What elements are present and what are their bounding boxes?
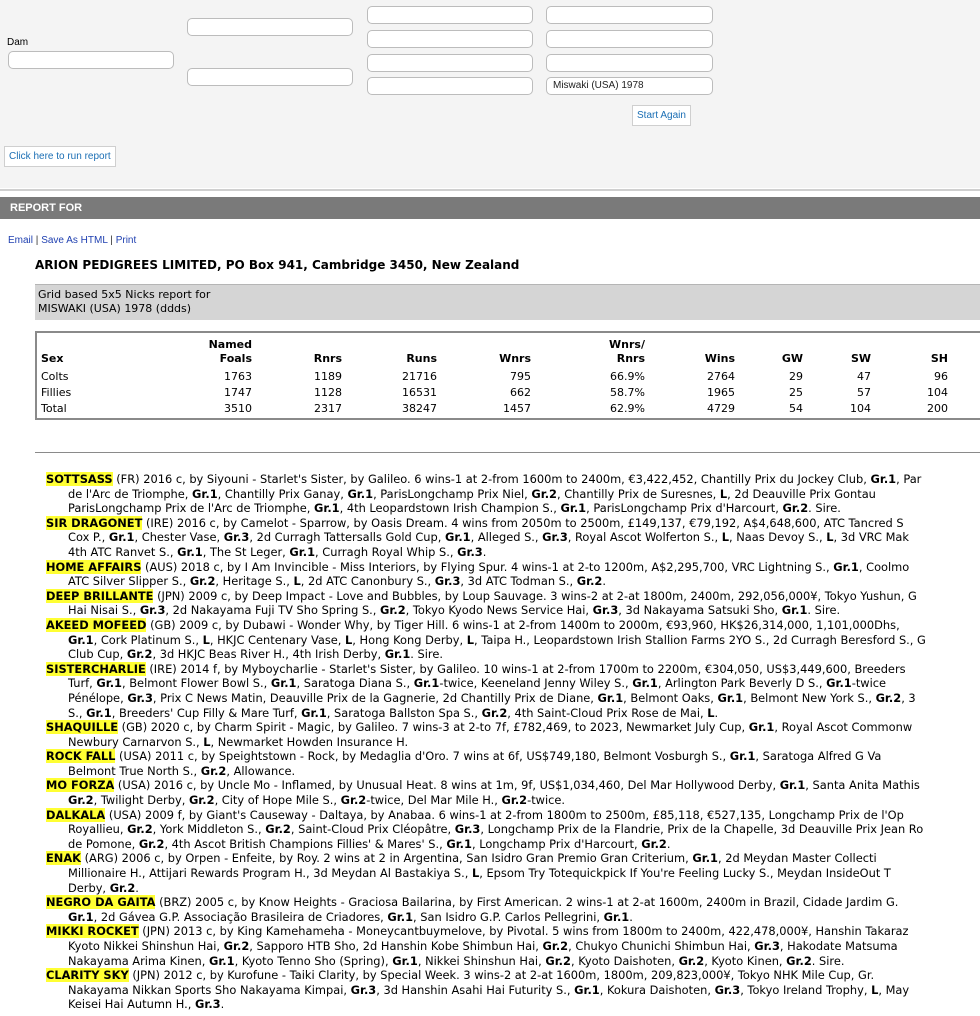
horse-name[interactable]: ROCK FALL <box>46 749 116 764</box>
stats-cell: 96 <box>934 370 948 383</box>
horse-name[interactable]: SHAQUILLE <box>46 720 119 735</box>
stats-header-9 <box>931 338 948 366</box>
start-again-button[interactable]: Start Again <box>632 105 691 126</box>
progeny-entry-continued <box>46 910 980 925</box>
action-separator: | <box>110 235 113 246</box>
stats-table <box>35 331 980 420</box>
stats-header-1 <box>209 338 252 366</box>
progeny-entry-continued <box>46 603 980 618</box>
stats-header-7 <box>782 338 803 366</box>
horse-record-text: de Pomone, Gr.2, 4th Ascot British Champions Fillies' & Mares' S., Gr.1, Longchamp Prix d'Harcourt, Gr.2. <box>68 836 671 851</box>
horse-record-text: (IRE) 2016 c, by Camelot - Sparrow, by Oasis Dream. 4 wins from 2050m to 2500m, £149,137, €79,192, A$4,648,600, ATC Tancred S <box>145 515 904 530</box>
horse-name[interactable]: AKEED MOFEED <box>46 617 147 632</box>
stats-cell: Colts <box>41 370 69 383</box>
horse-record-text: (USA) 2011 c, by Speightstown - Rock, by Medaglia d'Oro. 7 wins at 6f, US$749,180, Belmont Vosburgh S., Gr.1, Saratoga Alfred G Va <box>119 749 882 764</box>
horse-record-text: Cox P., Gr.1, Chester Vase, Gr.3, 2d Curragh Tattersalls Gold Cup, Gr.1, Alleged S., Gr.3, Royal Ascot Wolferton S., L, Naas Devoy S., L, 3d VRC Mak <box>68 530 909 545</box>
stats-cell: 21716 <box>402 370 437 383</box>
stats-header-5 <box>609 338 645 366</box>
report-subtitle-line2: MISWAKI (USA) 1978 (ddds) <box>38 302 192 315</box>
pedigree-field-2[interactable] <box>187 68 353 86</box>
horse-record-text: (GB) 2020 c, by Charm Spirit - Magic, by Galileo. 7 wins-3 at 2-to 7f, £782,469, to 2023, Newmarket July Cup, Gr.1, Royal Ascot Commonw <box>121 720 913 735</box>
email-link[interactable]: Email <box>8 235 34 246</box>
progeny-entry-continued <box>46 633 980 648</box>
stats-header-line1 <box>314 338 342 352</box>
horse-record-text: (JPN) 2009 c, by Deep Impact - Love and Bubbles, by Loup Sauvage. 3 wins-2 at 2-at 1800m, 2400m, 292,056,000¥, Tokyo Yushun, G <box>157 588 917 603</box>
horse-record-text: Club Cup, Gr.2, 3d HKJC Beas River H., 4th Irish Derby, Gr.1. Sire. <box>68 647 443 662</box>
stats-header-line1 <box>851 338 871 352</box>
pedigree-field-1[interactable] <box>187 18 353 36</box>
pedigree-field-8[interactable] <box>546 30 713 48</box>
report-subtitle-box <box>35 284 980 320</box>
progeny-entry <box>46 778 980 793</box>
horse-record-text: Newbury Carnarvon S., L, Newmarket Howden Insurance H. <box>68 734 409 749</box>
stats-header-line1 <box>41 338 63 352</box>
progeny-entry-continued <box>46 997 980 1012</box>
progeny-entry-continued <box>46 574 980 589</box>
stats-header-3 <box>406 338 437 366</box>
progeny-entry-continued <box>46 793 980 808</box>
progeny-entry-continued <box>46 691 980 706</box>
horse-name[interactable]: NEGRO DA GAITA <box>46 895 156 910</box>
horse-record-text: de l'Arc de Triomphe, Gr.1, Chantilly Prix Ganay, Gr.1, ParisLongchamp Prix Niel, Gr.2, Chantilly Prix de Suresnes, L, 2d Deauville Prix Gontau <box>68 486 876 501</box>
horse-name[interactable]: MIKKI ROCKET <box>46 924 139 939</box>
progeny-entry-continued <box>46 735 980 750</box>
stats-cell: 57 <box>857 386 871 399</box>
stats-header-0 <box>41 338 63 366</box>
pedigree-field-9[interactable] <box>546 54 713 72</box>
horse-record-text: Belmont True North S., Gr.2, Allowance. <box>68 763 296 778</box>
horse-record-text: (BRZ) 2005 c, by Know Heights - Graciosa Bailarina, by First American. 2 wins-1 at 2-at 1600m, 2400m in Brazil, Cidade Jardim G. <box>159 895 899 910</box>
horse-record-text: (USA) 2009 f, by Giant's Causeway - Daltaya, by Anabaa. 6 wins-1 at 2-from 1800m to 2500m, £85,118, €527,135, Longchamp Prix de l'Op <box>108 807 904 822</box>
progeny-entry <box>46 924 980 939</box>
stats-header-line2: SH <box>930 352 948 365</box>
progeny-entry-continued <box>46 822 980 837</box>
stats-header-line1: Wnrs/ <box>609 338 645 351</box>
horse-record-text: Gr.1, Cork Platinum S., L, HKJC Centenary Vase, L, Hong Kong Derby, L, Taipa H., Leopardstown Irish Stallion Farms 2YO S., 2d Curragh Beresford S., G <box>68 632 926 647</box>
stats-cell: 1457 <box>503 402 531 415</box>
horse-record-text: (GB) 2009 c, by Dubawi - Wonder Why, by Tiger Hill. 6 wins-1 at 2-from 1400m to 2000m, €93,960, HK$26,314,000, 1,101,000Dhs, <box>150 617 900 632</box>
horse-record-text: 4th ATC Ranvet S., Gr.1, The St Leger, Gr.1, Curragh Royal Whip S., Gr.3. <box>68 544 487 559</box>
stats-cell: Fillies <box>41 386 72 399</box>
horse-record-text: S., Gr.1, Breeders' Cup Filly & Mare Turf, Gr.1, Saratoga Ballston Spa S., Gr.2, 4th Saint-Cloud Prix Rose de Mai, L. <box>68 705 719 720</box>
report-actions <box>8 235 136 246</box>
stats-cell: 2317 <box>314 402 342 415</box>
progeny-entry-continued <box>46 676 980 691</box>
pedigree-field-10[interactable]: Miswaki (USA) 1978 <box>546 77 713 95</box>
pedigree-field-3[interactable] <box>367 6 533 24</box>
save-html-link[interactable]: Save As HTML <box>41 235 108 246</box>
progeny-entry <box>46 895 980 910</box>
stats-header-line1 <box>705 338 735 352</box>
stats-header-line1 <box>931 338 948 352</box>
progeny-entry-continued <box>46 487 980 502</box>
stats-cell: 4729 <box>707 402 735 415</box>
horse-name[interactable]: MO FORZA <box>46 778 115 793</box>
stats-cell: 16531 <box>402 386 437 399</box>
horse-record-text: Derby, Gr.2. <box>68 880 139 895</box>
horse-name[interactable]: SIR DRAGONET <box>46 515 143 530</box>
progeny-entry-continued <box>46 501 980 516</box>
progeny-entry <box>46 968 980 983</box>
progeny-entry <box>46 516 980 531</box>
run-report-button[interactable]: Click here to run report <box>4 146 116 167</box>
progeny-entry <box>46 851 980 866</box>
stats-cell: 62.9% <box>610 402 645 415</box>
stats-cell: Total <box>41 402 67 415</box>
stats-header-line2: SW <box>850 352 871 365</box>
separator <box>0 189 980 191</box>
progeny-entry <box>46 618 980 633</box>
progeny-list <box>46 472 980 1012</box>
report-subtitle-line1: Grid based 5x5 Nicks report for <box>38 288 211 301</box>
progeny-entry-continued <box>46 983 980 998</box>
separator <box>35 452 980 453</box>
stats-cell: 200 <box>927 402 948 415</box>
progeny-entry <box>46 472 980 487</box>
stats-cell: 662 <box>510 386 531 399</box>
horse-record-text: Gr.2, Twilight Derby, Gr.2, City of Hope Mile S., Gr.2-twice, Del Mar Mile H., Gr.2-twice. <box>68 793 566 808</box>
stats-header-line2: GW <box>781 352 803 365</box>
progeny-entry-continued <box>46 954 980 969</box>
horse-record-text: Hai Nisai S., Gr.3, 2d Nakayama Fuji TV Sho Spring S., Gr.2, Tokyo Kyodo News Service Hai, Gr.3, 3d Nakayama Satsuki Sho, Gr.1. Sire. <box>68 603 841 618</box>
horse-record-text: (ARG) 2006 c, by Orpen - Enfeite, by Roy. 2 wins at 2 in Argentina, San Isidro Gran Premio Gran Criterium, Gr.1, 2d Meydan Master Collecti <box>84 851 877 866</box>
stats-cell: 795 <box>510 370 531 383</box>
horse-name[interactable]: DEEP BRILLANTE <box>46 588 154 603</box>
horse-record-text: Nakayama Nikkan Sports Sho Nakayama Kimpai, Gr.3, 3d Hanshin Asahi Hai Futurity S., Gr.1, Kokura Daishoten, Gr.3, Tokyo Ireland Trophy, L, May <box>68 982 910 997</box>
horse-record-text: Gr.1, 2d Gávea G.P. Associação Brasileira de Criadores, Gr.1, San Isidro G.P. Carlos Pellegrini, Gr.1. <box>68 909 633 924</box>
pedigree-field-7[interactable] <box>546 6 713 24</box>
company-address: ARION PEDIGREES LIMITED, PO Box 941, Cambridge 3450, New Zealand <box>35 258 520 272</box>
stats-header-line2: Sex <box>41 352 64 365</box>
horse-name[interactable]: SOTTSASS <box>46 472 113 486</box>
stats-cell: 38247 <box>402 402 437 415</box>
pedigree-field-4[interactable] <box>367 30 533 48</box>
stats-cell: 1128 <box>314 386 342 399</box>
stats-cell: 1763 <box>224 370 252 383</box>
horse-record-text: Millionaire H., Attijari Rewards Program H., 3d Meydan Al Bastakiya S., L, Epsom Try Totequickpick If You're Feeling Lucky S., Meydan InsideOut T <box>68 866 891 881</box>
stats-cell: 3510 <box>224 402 252 415</box>
stats-cell: 25 <box>789 386 803 399</box>
horse-record-text: Nakayama Arima Kinen, Gr.1, Kyoto Tenno Sho (Spring), Gr.1, Nikkei Shinshun Hai, Gr.2, Kyoto Daishoten, Gr.2, Kyoto Kinen, Gr.2. Sire. <box>68 953 845 968</box>
progeny-entry <box>46 560 980 575</box>
stats-header-6 <box>705 338 735 366</box>
horse-record-text: Pénélope, Gr.3, Prix C News Matin, Deauville Prix de la Gagnerie, 2d Chantilly Prix de Diane, Gr.1, Belmont Oaks, Gr.1, Belmont New York S., Gr.2, 3 <box>68 690 916 705</box>
horse-record-text: (IRE) 2014 f, by Myboycharlie - Starlet's Sister, by Galileo. 10 wins-1 at 2-from 1700m to 2200m, €304,050, US$3,449,600, Breeders <box>149 661 906 676</box>
horse-name[interactable]: DALKALA <box>46 807 106 822</box>
progeny-entry-continued <box>46 530 980 545</box>
horse-record-text: (JPN) 2012 c, by Kurofune - Taiki Clarity, by Special Week. 3 wins-2 at 2-at 1600m, 1800m, 209,823,000¥, Tokyo NHK Mile Cup, Gr. <box>132 968 875 983</box>
action-separator: | <box>35 235 39 246</box>
stats-cell: 47 <box>857 370 871 383</box>
progeny-entry-continued <box>46 706 980 721</box>
stats-cell: 54 <box>789 402 803 415</box>
stats-cell: 66.9% <box>610 370 645 383</box>
report-header-bar: REPORT FOR <box>0 197 980 219</box>
stats-header-line1 <box>782 338 803 352</box>
horse-record-text: (JPN) 2013 c, by King Kamehameha - Moneycantbuymelove, by Pivotal. 5 wins from 1800m to 2400m, 422,478,000¥, Hanshin Takaraz <box>142 924 909 939</box>
horse-name[interactable]: SISTERCHARLIE <box>46 661 146 676</box>
dam-label: Dam <box>7 37 29 48</box>
progeny-entry <box>46 720 980 735</box>
progeny-entry <box>46 749 980 764</box>
stats-header-line2: Wins <box>704 352 735 365</box>
progeny-entry <box>46 589 980 604</box>
progeny-entry <box>46 662 980 677</box>
stats-header-line2: Rnrs <box>616 352 645 365</box>
progeny-entry-continued <box>46 837 980 852</box>
search-form-panel <box>0 0 980 188</box>
dam-input[interactable] <box>8 51 174 69</box>
stats-header-line2: Runs <box>406 352 437 365</box>
print-link[interactable]: Print <box>115 235 137 246</box>
stats-header-line1 <box>499 338 531 352</box>
horse-name[interactable]: HOME AFFAIRS <box>46 559 142 574</box>
stats-cell: 2764 <box>707 370 735 383</box>
horse-name[interactable]: CLARITY SKY <box>46 968 129 983</box>
horse-record-text: (AUS) 2018 c, by I Am Invincible - Miss Interiors, by Flying Spur. 4 wins-1 at 2-to 1200m, A$2,295,700, VRC Lightning S., Gr.1, Coolmo <box>145 559 910 574</box>
stats-cell: 29 <box>789 370 803 383</box>
horse-record-text: (FR) 2016 c, by Siyouni - Starlet's Sister, by Galileo. 6 wins-1 at 2-from 1600m to 2400m, €3,422,452, Chantilly Prix du Jockey Club, Gr.1, Par <box>116 472 922 486</box>
horse-record-text: (USA) 2016 c, by Uncle Mo - Inflamed, by Unusual Heat. 8 wins at 1m, 9f, US$1,034,460, Del Mar Hollywood Derby, Gr.1, Santa Anita Mathis <box>117 778 920 793</box>
stats-header-line2: Rnrs <box>313 352 342 365</box>
horse-record-text: ParisLongchamp Prix de l'Arc de Triomphe, Gr.1, 4th Leopardstown Irish Champion S., Gr.1, ParisLongchamp Prix d'Harcourt, Gr.2. Sire. <box>68 501 841 516</box>
horse-record-text: Keisei Hai Autumn H., Gr.3. <box>68 997 225 1012</box>
stats-cell: 104 <box>927 386 948 399</box>
horse-record-text: Kyoto Nikkei Shinshun Hai, Gr.2, Sapporo HTB Sho, 2d Hanshin Kobe Shimbun Hai, Gr.2, Chukyo Chunichi Shimbun Hai, Gr.3, Hakodate Matsuma <box>68 939 898 953</box>
stats-cell: 1965 <box>707 386 735 399</box>
stats-cell: 104 <box>850 402 871 415</box>
horse-record-text: Royallieu, Gr.2, York Middleton S., Gr.2, Saint-Cloud Prix Cléopâtre, Gr.3, Longchamp Prix de la Flandrie, Prix de la Chapelle, 3d Deauville Prix Jean Ro <box>68 822 924 837</box>
pedigree-field-6[interactable] <box>367 77 533 95</box>
progeny-entry-continued <box>46 866 980 881</box>
horse-record-text: ATC Silver Slipper S., Gr.2, Heritage S., L, 2d ATC Canonbury S., Gr.3, 3d ATC Todman S., Gr.2. <box>68 574 606 589</box>
progeny-entry <box>46 808 980 823</box>
stats-header-2 <box>314 338 342 366</box>
stats-header-line2: Wnrs <box>499 352 531 365</box>
progeny-entry-continued <box>46 647 980 662</box>
stats-header-line1: Named <box>208 338 252 351</box>
progeny-entry-continued <box>46 545 980 560</box>
horse-name[interactable]: ENAK <box>46 851 81 866</box>
progeny-entry-continued <box>46 881 980 896</box>
stats-cell: 58.7% <box>610 386 645 399</box>
stats-cell: 1189 <box>314 370 342 383</box>
stats-header-8 <box>851 338 871 366</box>
progeny-entry-continued <box>46 939 980 954</box>
pedigree-field-5[interactable] <box>367 54 533 72</box>
stats-header-line2: Foals <box>219 352 252 365</box>
stats-header-line1 <box>406 338 437 352</box>
stats-header-4 <box>499 338 531 366</box>
horse-record-text: Turf, Gr.1, Belmont Flower Bowl S., Gr.1, Saratoga Diana S., Gr.1-twice, Keeneland Jenny Wiley S., Gr.1, Arlington Park Beverly D S., Gr.1-twice <box>68 676 887 691</box>
progeny-entry-continued <box>46 764 980 779</box>
stats-cell: 1747 <box>224 386 252 399</box>
